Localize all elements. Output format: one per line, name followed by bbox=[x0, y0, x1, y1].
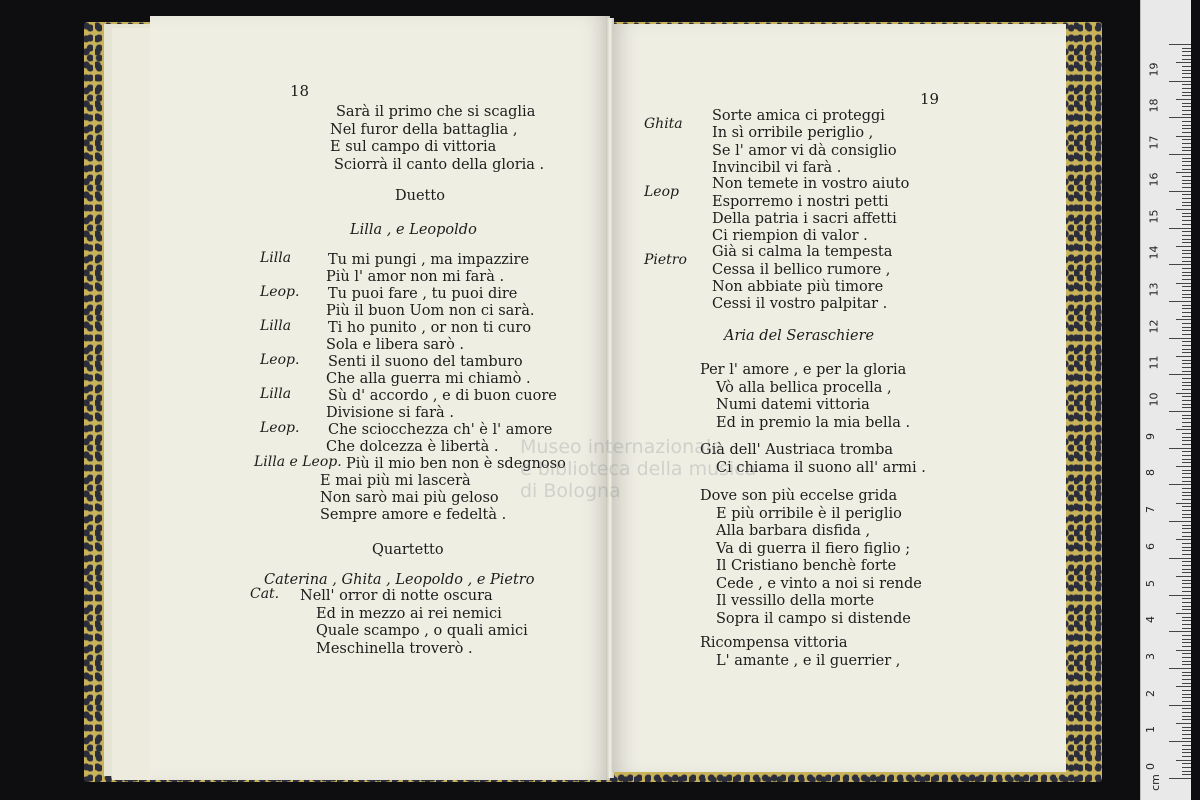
ruler-tick bbox=[1182, 606, 1191, 607]
ruler-tick bbox=[1176, 613, 1191, 614]
ruler-tick bbox=[1176, 283, 1191, 284]
ruler-label: 8 bbox=[1144, 469, 1157, 477]
ruler-tick bbox=[1182, 572, 1191, 573]
ruler-tick bbox=[1169, 741, 1191, 742]
verse-line: Già dell' Austriaca tromba bbox=[700, 442, 894, 458]
ruler-tick bbox=[1169, 668, 1191, 669]
ruler-tick bbox=[1182, 250, 1191, 251]
ruler-tick bbox=[1182, 617, 1191, 618]
verse-line: Invincibil vi farà . bbox=[712, 159, 842, 176]
verse-line: Divisione si farà . bbox=[326, 405, 454, 421]
verse-line: Senti il suono del tamburo bbox=[328, 354, 523, 370]
speaker-name: Lilla bbox=[260, 250, 292, 266]
ruler-tick bbox=[1182, 653, 1191, 654]
ruler-tick bbox=[1182, 679, 1191, 680]
ruler-tick bbox=[1176, 136, 1191, 137]
ruler-tick bbox=[1182, 661, 1191, 662]
ruler-label: 13 bbox=[1147, 282, 1161, 297]
speaker-name: Lilla bbox=[260, 318, 292, 334]
ruler-tick bbox=[1182, 437, 1191, 438]
ruler-tick bbox=[1182, 624, 1191, 625]
ruler-tick bbox=[1182, 121, 1191, 122]
verse-line: E mai più mi lascerà bbox=[320, 473, 471, 489]
ruler-tick bbox=[1182, 187, 1191, 188]
speaker-name: Lilla e Leop. bbox=[254, 454, 342, 470]
ruler-tick bbox=[1169, 81, 1191, 82]
ruler-tick bbox=[1182, 620, 1191, 621]
ruler-tick bbox=[1182, 330, 1191, 331]
ruler-tick bbox=[1182, 499, 1191, 500]
ruler-tick bbox=[1169, 374, 1191, 375]
ruler-tick bbox=[1169, 154, 1191, 155]
verse-line: Cede , e vinto a noi si rende bbox=[716, 575, 922, 592]
ruler-tick bbox=[1176, 723, 1191, 724]
ruler-tick bbox=[1182, 528, 1191, 529]
verse-line: Cessa il bellico rumore , bbox=[712, 261, 891, 278]
ruler-tick bbox=[1176, 356, 1191, 357]
ruler-tick bbox=[1182, 290, 1191, 291]
speaker-name: Leop. bbox=[260, 352, 300, 368]
ruler-tick bbox=[1182, 158, 1191, 159]
ruler-tick bbox=[1182, 730, 1191, 731]
ruler-tick bbox=[1169, 301, 1191, 302]
ruler-tick bbox=[1182, 727, 1191, 728]
ruler-tick bbox=[1169, 631, 1191, 632]
ruler-tick bbox=[1182, 418, 1191, 419]
verse-line: Esporremo i nostri petti bbox=[712, 193, 889, 210]
ruler-tick bbox=[1182, 609, 1191, 610]
ruler-tick bbox=[1182, 161, 1191, 162]
verse-line: Sù d' accordo , e di buon cuore bbox=[328, 388, 557, 404]
verse-line: Più il buon Uom non ci sarà. bbox=[326, 303, 535, 319]
ruler-tick bbox=[1182, 169, 1191, 170]
section-subheading: Lilla , e Leopoldo bbox=[350, 222, 477, 238]
ruler-tick bbox=[1182, 547, 1191, 548]
ruler-tick bbox=[1182, 506, 1191, 507]
ruler-tick bbox=[1182, 275, 1191, 276]
ruler-label: 14 bbox=[1147, 245, 1161, 260]
ruler-tick bbox=[1176, 99, 1191, 100]
ruler-tick bbox=[1182, 492, 1191, 493]
ruler-label: 9 bbox=[1144, 432, 1157, 440]
ruler-tick bbox=[1182, 235, 1191, 236]
page-number: 18 bbox=[290, 82, 310, 100]
ruler-tick bbox=[1182, 525, 1191, 526]
ruler-tick bbox=[1182, 70, 1191, 71]
ruler-tick bbox=[1182, 77, 1191, 78]
ruler-tick bbox=[1182, 690, 1191, 691]
ruler-label: 2 bbox=[1144, 689, 1157, 697]
ruler-tick bbox=[1176, 760, 1191, 761]
ruler-tick bbox=[1182, 455, 1191, 456]
ruler-tick bbox=[1182, 194, 1191, 195]
ruler-tick bbox=[1182, 396, 1191, 397]
ruler-label: 10 bbox=[1147, 392, 1161, 407]
ruler-tick bbox=[1182, 363, 1191, 364]
verse-line: Già si calma la tempesta bbox=[712, 244, 893, 261]
ruler-tick bbox=[1182, 92, 1191, 93]
ruler-tick bbox=[1182, 176, 1191, 177]
verse-line: Ci riempion di valor . bbox=[712, 228, 868, 245]
verse-line: Per l' amore , e per la gloria bbox=[700, 362, 907, 378]
ruler-tick bbox=[1182, 378, 1191, 379]
ruler-tick bbox=[1182, 128, 1191, 129]
verse-line: Che alla guerra mi chiamò . bbox=[326, 371, 531, 387]
ruler-tick bbox=[1182, 216, 1191, 217]
ruler-tick bbox=[1176, 466, 1191, 467]
ruler-tick bbox=[1182, 55, 1191, 56]
ruler-tick bbox=[1182, 360, 1191, 361]
ruler-tick bbox=[1182, 286, 1191, 287]
ruler-label: 17 bbox=[1147, 135, 1161, 150]
ruler-tick bbox=[1169, 411, 1191, 412]
verse-line: Non sarò mai più geloso bbox=[320, 490, 499, 506]
ruler-tick bbox=[1182, 110, 1191, 111]
ruler-tick bbox=[1169, 44, 1191, 45]
verse-line: Meschinella troverò . bbox=[316, 640, 473, 657]
ruler-tick bbox=[1176, 172, 1191, 173]
verse-line: Se l' amor vi dà consiglio bbox=[712, 142, 897, 159]
ruler-tick bbox=[1182, 646, 1191, 647]
ruler-tick bbox=[1182, 708, 1191, 709]
section-heading: Aria del Seraschiere bbox=[724, 328, 875, 344]
ruler-tick bbox=[1182, 323, 1191, 324]
verse-line: Tu puoi fare , tu puoi dire bbox=[328, 286, 518, 302]
ruler-tick bbox=[1169, 448, 1191, 449]
ruler-tick bbox=[1182, 675, 1191, 676]
ruler-tick bbox=[1182, 734, 1191, 735]
ruler-tick bbox=[1169, 117, 1191, 118]
ruler-tick bbox=[1169, 595, 1191, 596]
ruler-tick bbox=[1182, 745, 1191, 746]
ruler-tick bbox=[1169, 484, 1191, 485]
ruler-tick bbox=[1182, 642, 1191, 643]
ruler-tick bbox=[1182, 183, 1191, 184]
ruler-tick bbox=[1182, 297, 1191, 298]
ruler-tick bbox=[1182, 147, 1191, 148]
ruler-tick bbox=[1182, 257, 1191, 258]
ruler-tick bbox=[1169, 558, 1191, 559]
ruler-label: 4 bbox=[1144, 616, 1157, 624]
ruler-tick bbox=[1182, 198, 1191, 199]
ruler-label: 7 bbox=[1144, 506, 1157, 514]
ruler-tick bbox=[1182, 763, 1191, 764]
ruler-tick bbox=[1182, 352, 1191, 353]
verse-line: Sorte amica ci proteggi bbox=[712, 108, 885, 124]
verse-line: Sarà il primo che si scaglia bbox=[336, 104, 536, 120]
speaker-name: Lilla bbox=[260, 386, 292, 402]
ruler-tick bbox=[1182, 345, 1191, 346]
ruler-tick bbox=[1182, 106, 1191, 107]
speaker-name: Leop. bbox=[260, 284, 300, 300]
ruler-tick bbox=[1182, 125, 1191, 126]
ruler-tick bbox=[1182, 224, 1191, 225]
ruler-tick bbox=[1182, 84, 1191, 85]
ruler-tick bbox=[1182, 774, 1191, 775]
verse-line: Sola e libera sarò . bbox=[326, 337, 465, 353]
verse-line: Non temete in vostro aiuto bbox=[712, 176, 910, 193]
ruler-tick bbox=[1182, 294, 1191, 295]
ruler-tick bbox=[1182, 488, 1191, 489]
verse-line: Più il mio ben non è sdegnoso bbox=[346, 456, 566, 472]
ruler-tick bbox=[1182, 51, 1191, 52]
ruler-unit: cm bbox=[1148, 774, 1162, 791]
ruler-tick bbox=[1182, 371, 1191, 372]
ruler-tick bbox=[1182, 261, 1191, 262]
ruler-tick bbox=[1182, 114, 1191, 115]
ruler-label: 16 bbox=[1147, 172, 1161, 187]
ruler-tick bbox=[1182, 583, 1191, 584]
ruler-tick bbox=[1182, 451, 1191, 452]
ruler-tick bbox=[1182, 477, 1191, 478]
ruler-tick bbox=[1182, 462, 1191, 463]
ruler-tick bbox=[1182, 459, 1191, 460]
ruler-label: 18 bbox=[1147, 98, 1161, 113]
ruler-tick bbox=[1182, 103, 1191, 104]
ruler-tick bbox=[1182, 407, 1191, 408]
left-page bbox=[150, 16, 610, 780]
ruler-tick bbox=[1182, 716, 1191, 717]
verse-line: Ti ho punito , or non ti curo bbox=[328, 320, 532, 336]
ruler-tick bbox=[1182, 312, 1191, 313]
verse-line: Vò alla bellica procella , bbox=[716, 379, 892, 396]
ruler-tick bbox=[1182, 268, 1191, 269]
ruler-tick bbox=[1182, 767, 1191, 768]
ruler-tick bbox=[1182, 48, 1191, 49]
verse-line: Sopra il campo si distende bbox=[716, 610, 911, 627]
ruler-tick bbox=[1182, 382, 1191, 383]
ruler-label: 19 bbox=[1147, 62, 1161, 77]
verse-line: Numi datemi vittoria bbox=[716, 397, 870, 413]
ruler-tick bbox=[1182, 543, 1191, 544]
verse-line: Dove son più eccelse grida bbox=[700, 488, 898, 504]
ruler-tick bbox=[1182, 628, 1191, 629]
verse-line: Nel furor della battaglia , bbox=[330, 121, 518, 138]
ruler-tick bbox=[1182, 242, 1191, 243]
speaker-name: Pietro bbox=[644, 252, 687, 269]
ruler-label: 5 bbox=[1144, 579, 1157, 587]
verse-line: Quale scampo , o quali amici bbox=[316, 623, 528, 639]
ruler-label: 0 bbox=[1144, 763, 1157, 770]
verse-line: Sciorrà il canto della gloria . bbox=[334, 156, 545, 173]
ruler-tick bbox=[1182, 239, 1191, 240]
verse-line: Ed in mezzo ai rei nemici bbox=[316, 605, 502, 622]
verse-line: Non abbiate più timore bbox=[712, 279, 884, 295]
ruler-tick bbox=[1182, 517, 1191, 518]
verse-line: In sì orribile periglio , bbox=[712, 125, 874, 142]
ruler-tick bbox=[1182, 205, 1191, 206]
verse-line: Che dolcezza è libertà . bbox=[326, 439, 499, 455]
ruler-tick bbox=[1182, 202, 1191, 203]
ruler-tick bbox=[1182, 712, 1191, 713]
ruler-tick bbox=[1182, 639, 1191, 640]
verse-line: Ed in premio la mia bella . bbox=[716, 414, 911, 431]
verse-line: E più orribile è il periglio bbox=[716, 505, 902, 522]
ruler-tick bbox=[1182, 231, 1191, 232]
ruler-tick bbox=[1176, 576, 1191, 577]
ruler-tick bbox=[1182, 367, 1191, 368]
ruler-tick bbox=[1182, 771, 1191, 772]
ruler-tick bbox=[1182, 220, 1191, 221]
ruler-label: 1 bbox=[1144, 726, 1157, 734]
verse-line: Alla barbara disfida , bbox=[716, 523, 871, 539]
ruler-tick bbox=[1182, 587, 1191, 588]
ruler-tick bbox=[1182, 657, 1191, 658]
page-number: 19 bbox=[920, 90, 940, 108]
ruler-tick bbox=[1182, 213, 1191, 214]
ruler-tick bbox=[1176, 209, 1191, 210]
ruler-tick bbox=[1182, 749, 1191, 750]
ruler-tick bbox=[1182, 404, 1191, 405]
ruler-tick bbox=[1169, 778, 1191, 779]
ruler-tick bbox=[1169, 264, 1191, 265]
ruler-tick bbox=[1169, 228, 1191, 229]
verse-line: Ricompensa vittoria bbox=[700, 635, 848, 651]
ruler-tick bbox=[1182, 88, 1191, 89]
ruler-tick bbox=[1182, 470, 1191, 471]
verse-line: Nell' orror di notte oscura bbox=[300, 588, 493, 604]
ruler-tick bbox=[1182, 719, 1191, 720]
ruler-tick bbox=[1182, 481, 1191, 482]
ruler-tick bbox=[1182, 305, 1191, 306]
ruler-label: 3 bbox=[1144, 652, 1157, 660]
ruler-tick bbox=[1182, 473, 1191, 474]
scale-ruler bbox=[1140, 0, 1191, 800]
ruler-tick bbox=[1182, 532, 1191, 533]
ruler-tick bbox=[1176, 650, 1191, 651]
ruler-tick bbox=[1182, 341, 1191, 342]
ruler-tick bbox=[1182, 132, 1191, 133]
ruler-tick bbox=[1182, 495, 1191, 496]
ruler-tick bbox=[1182, 554, 1191, 555]
ruler-tick bbox=[1169, 521, 1191, 522]
verse-line: Della patria i sacri affetti bbox=[712, 210, 897, 227]
ruler-tick bbox=[1182, 139, 1191, 140]
ruler-tick bbox=[1182, 400, 1191, 401]
ruler-tick bbox=[1176, 319, 1191, 320]
ruler-tick bbox=[1182, 95, 1191, 96]
ruler-tick bbox=[1182, 385, 1191, 386]
ruler-tick bbox=[1182, 701, 1191, 702]
ruler-tick bbox=[1176, 503, 1191, 504]
verse-line: Più l' amor non mi farà . bbox=[326, 269, 505, 285]
ruler-tick bbox=[1182, 514, 1191, 515]
ruler-tick bbox=[1182, 635, 1191, 636]
ruler-tick bbox=[1182, 308, 1191, 309]
ruler-tick bbox=[1182, 327, 1191, 328]
ruler-tick bbox=[1182, 672, 1191, 673]
ruler-tick bbox=[1182, 349, 1191, 350]
verse-line: L' amante , e il guerrier , bbox=[716, 652, 901, 669]
speaker-name: Cat. bbox=[250, 586, 280, 602]
ruler-tick bbox=[1182, 422, 1191, 423]
ruler-tick bbox=[1182, 580, 1191, 581]
ruler-tick bbox=[1182, 143, 1191, 144]
ruler-label: 15 bbox=[1147, 209, 1161, 223]
ruler-tick bbox=[1182, 569, 1191, 570]
ruler-tick bbox=[1182, 389, 1191, 390]
ruler-tick bbox=[1169, 191, 1191, 192]
ruler-tick bbox=[1182, 598, 1191, 599]
ruler-tick bbox=[1176, 62, 1191, 63]
ruler-tick bbox=[1182, 550, 1191, 551]
ruler-tick bbox=[1169, 705, 1191, 706]
ruler-tick bbox=[1182, 683, 1191, 684]
ruler-tick bbox=[1182, 73, 1191, 74]
speaker-name: Ghita bbox=[644, 116, 683, 132]
ruler-tick bbox=[1182, 738, 1191, 739]
library-watermark: Museo internazionale e biblioteca della musica di Bologna bbox=[520, 436, 757, 502]
ruler-tick bbox=[1182, 165, 1191, 166]
ruler-tick bbox=[1182, 426, 1191, 427]
ruler-tick bbox=[1176, 539, 1191, 540]
ruler-tick bbox=[1182, 664, 1191, 665]
ruler-tick bbox=[1176, 246, 1191, 247]
ruler-tick bbox=[1182, 150, 1191, 151]
ruler-tick bbox=[1182, 316, 1191, 317]
ruler-label: 6 bbox=[1144, 542, 1157, 550]
ruler-tick bbox=[1182, 440, 1191, 441]
ruler-tick bbox=[1182, 565, 1191, 566]
ruler-tick bbox=[1182, 66, 1191, 67]
verse-line: Cessi il vostro palpitar . bbox=[712, 296, 888, 313]
ruler-tick bbox=[1182, 272, 1191, 273]
ruler-tick bbox=[1182, 444, 1191, 445]
verse-line: Il Cristiano benchè forte bbox=[716, 558, 897, 574]
ruler-tick bbox=[1182, 59, 1191, 60]
ruler-tick bbox=[1182, 433, 1191, 434]
speaker-name: Leop. bbox=[260, 420, 300, 436]
ruler-tick bbox=[1176, 429, 1191, 430]
verse-line: Che sciocchezza ch' è l' amore bbox=[328, 422, 553, 438]
ruler-tick bbox=[1169, 338, 1191, 339]
ruler-tick bbox=[1182, 602, 1191, 603]
ruler-tick bbox=[1182, 697, 1191, 698]
ruler-tick bbox=[1176, 393, 1191, 394]
section-heading: Duetto bbox=[395, 188, 445, 204]
ruler-tick bbox=[1182, 536, 1191, 537]
ruler-label: 12 bbox=[1147, 319, 1161, 334]
ruler-tick bbox=[1182, 180, 1191, 181]
speaker-name: Leop bbox=[644, 184, 679, 201]
ruler-label: 11 bbox=[1147, 355, 1161, 370]
ruler-tick bbox=[1182, 253, 1191, 254]
ruler-tick bbox=[1182, 279, 1191, 280]
ruler-tick bbox=[1182, 561, 1191, 562]
verse-line: Sempre amore e fedeltà . bbox=[320, 507, 507, 523]
ruler-tick bbox=[1182, 694, 1191, 695]
right-page bbox=[612, 24, 1066, 772]
section-heading: Quartetto bbox=[372, 542, 444, 558]
verse-line: E sul campo di vittoria bbox=[330, 139, 497, 155]
verse-line: Va di guerra il fiero figlio ; bbox=[716, 540, 911, 557]
section-subheading: Caterina , Ghita , Leopoldo , e Pietro bbox=[264, 572, 535, 588]
ruler-tick bbox=[1182, 334, 1191, 335]
ruler-tick bbox=[1182, 756, 1191, 757]
verse-line: Il vessillo della morte bbox=[716, 593, 875, 609]
ruler-tick bbox=[1182, 415, 1191, 416]
verse-line: Ci chiama il suono all' armi . bbox=[716, 459, 926, 476]
ruler-tick bbox=[1176, 686, 1191, 687]
ruler-tick bbox=[1182, 510, 1191, 511]
ruler-tick bbox=[1182, 752, 1191, 753]
ruler-tick bbox=[1182, 591, 1191, 592]
verse-line: Tu mi pungi , ma impazzire bbox=[328, 252, 530, 268]
